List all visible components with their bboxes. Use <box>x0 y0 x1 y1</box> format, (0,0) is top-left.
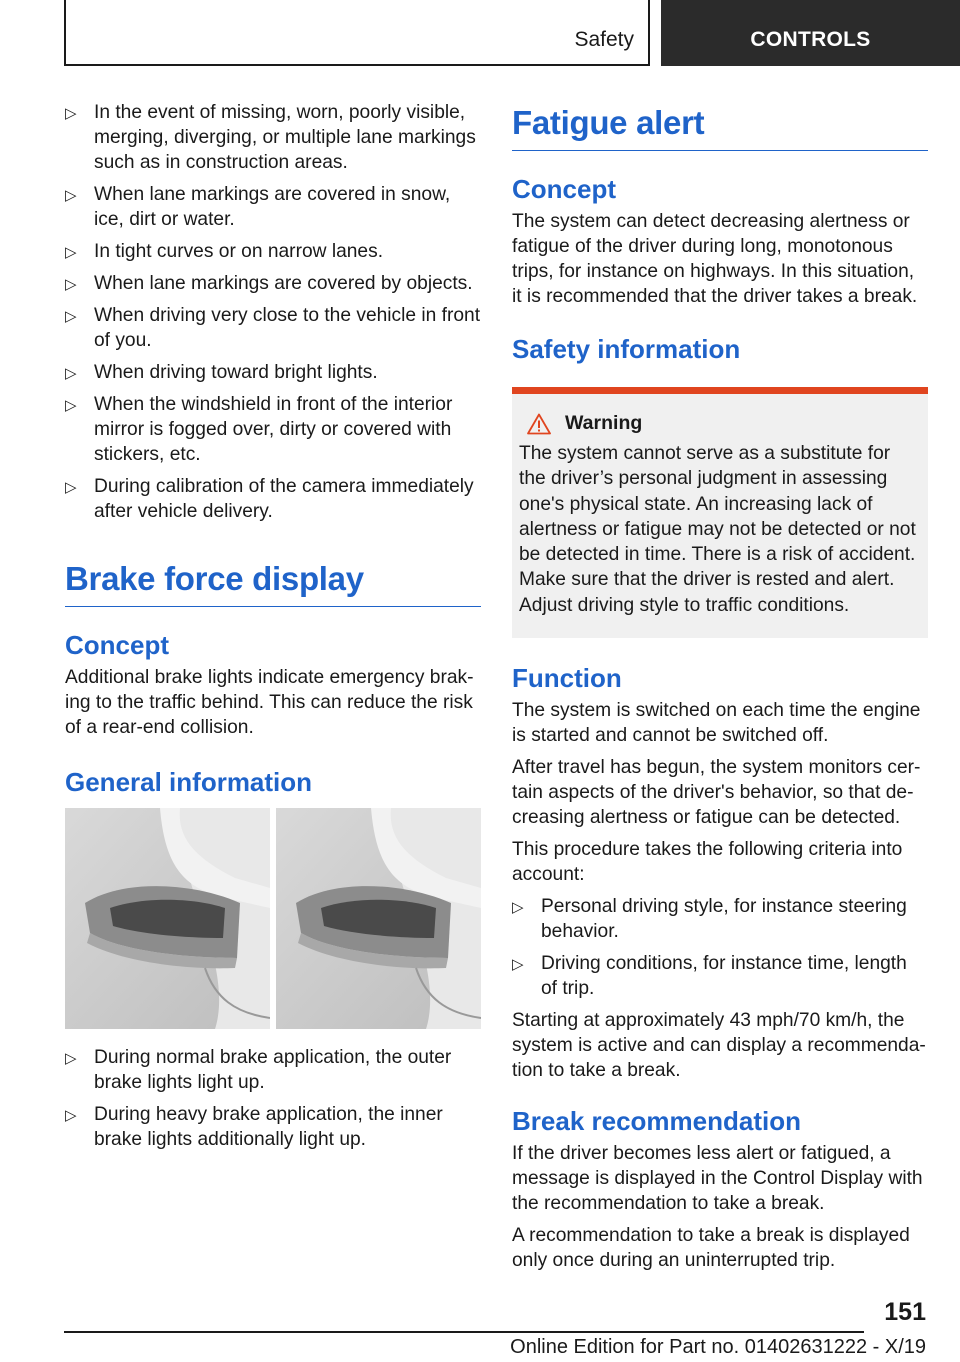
function-paragraph: The system is switched on each time the engine is started and cannot be switched off. <box>512 700 921 747</box>
list-item: ▷ During heavy brake application, the inner brake lights additionally light up. <box>65 1104 443 1150</box>
triangle-bullet-icon: ▷ <box>65 244 77 261</box>
list-item: ▷ During normal brake application, the outer brake lights light up. <box>65 1047 452 1093</box>
header-section-title: Safety <box>574 28 634 51</box>
brake-light-heavy-image <box>276 808 481 1029</box>
lane-limitations-list <box>65 100 481 524</box>
triangle-bullet-icon: ▷ <box>512 899 524 917</box>
page-number: 151 <box>884 1298 926 1326</box>
header-section-box <box>64 0 650 66</box>
section-heading-general-info: General information <box>65 767 313 797</box>
list-item: ▷ When the windshield in front of the interior mirror is fogged over, dirty or covered with stickers, etc. <box>65 394 453 465</box>
triangle-bullet-icon: ▷ <box>65 479 77 496</box>
function-paragraph: This procedure takes the following criteria into account: <box>512 839 903 886</box>
section-heading-concept: Concept <box>512 174 616 204</box>
list-item: ▷ Personal driving style, for instance steering behavior. <box>512 896 907 943</box>
right-column <box>512 104 928 1280</box>
warning-text: The system cannot serve as a substitute for the driver’s personal judgment in assessing one's physical state. An increasing lack of alertness or fatigue may not be detected or not be detected in time. There is a risk of accident. Make sure that the driver is rested and alert. Adjust driving style to traffic conditions. <box>519 443 916 616</box>
triangle-bullet-icon: ▷ <box>65 1050 77 1067</box>
warning-triangle-icon <box>527 413 551 435</box>
list-item: ▷ Driving conditions, for instance time, length of trip. <box>512 953 907 1000</box>
warning-header <box>527 412 922 435</box>
section-heading-safety-info: Safety information <box>512 334 741 364</box>
triangle-bullet-icon: ▷ <box>65 1107 77 1124</box>
chapter-title-fatigue-alert: Fatigue alert <box>512 104 928 151</box>
list-item: ▷ When driving very close to the vehicle in front of you. <box>65 305 481 351</box>
triangle-bullet-icon: ▷ <box>65 308 77 325</box>
brake-lights-list <box>65 1045 481 1152</box>
warning-box <box>512 387 928 638</box>
activation-paragraph: Starting at approximately 43 mph/70 km/h, the system is active and can display a recommenda-tion to take a break. <box>512 1010 926 1082</box>
brake-light-illustration <box>65 808 481 1029</box>
triangle-bullet-icon: ▷ <box>65 276 77 293</box>
list-item: ▷ During calibration of the camera immediately after vehicle delivery. <box>65 476 474 522</box>
list-item: ▷ When driving toward bright lights. <box>65 360 481 385</box>
section-heading-break-recommendation: Break recommendation <box>512 1106 801 1137</box>
footer-divider <box>64 1331 864 1333</box>
criteria-list <box>512 894 928 1001</box>
list-item: ▷ In the event of missing, worn, poorly visible, merging, diverging, or multiple lane markings such as in construction areas. <box>65 102 476 173</box>
list-item: ▷ When lane markings are covered by objects. <box>65 271 481 296</box>
list-item: ▷ In tight curves or on narrow lanes. <box>65 239 481 264</box>
left-column <box>65 100 481 1159</box>
triangle-bullet-icon: ▷ <box>65 105 77 122</box>
list-item: ▷ When lane markings are covered in snow, ice, dirt or water. <box>65 184 451 230</box>
triangle-bullet-icon: ▷ <box>65 365 77 382</box>
concept-paragraph: Additional brake lights indicate emergency brak-ing to the traffic behind. This can reduce the risk of a rear-end collision. <box>65 667 474 738</box>
section-heading-concept: Concept <box>65 630 169 660</box>
footer-edition: Online Edition for Part no. 01402631222 - X/19 <box>510 1336 926 1358</box>
header-chapter-title: CONTROLS <box>750 28 871 51</box>
chapter-title-brake-force: Brake force display <box>65 560 481 607</box>
triangle-bullet-icon: ▷ <box>512 956 524 974</box>
section-heading-function: Function <box>512 663 622 694</box>
triangle-bullet-icon: ▷ <box>65 187 77 204</box>
brake-light-normal-image <box>65 808 270 1029</box>
warning-title: Warning <box>565 412 643 434</box>
triangle-bullet-icon: ▷ <box>65 397 77 414</box>
header-chapter-tab <box>661 0 960 66</box>
break-paragraph: If the driver becomes less alert or fatigued, a message is displayed in the Control Display with the recommendation to take a break. <box>512 1143 923 1215</box>
break-paragraph: A recommendation to take a break is displayed only once during an uninterrupted trip. <box>512 1225 910 1272</box>
concept-paragraph: The system can detect decreasing alertness or fatigue of the driver during long, monotonous trips, for instance on highways. In this situation, it is recommended that the driver takes a break. <box>512 211 918 307</box>
function-paragraph: After travel has begun, the system monitors cer-tain aspects of the driver's behavior, so that de-creasing alertness or fatigue can be detected. <box>512 757 921 829</box>
